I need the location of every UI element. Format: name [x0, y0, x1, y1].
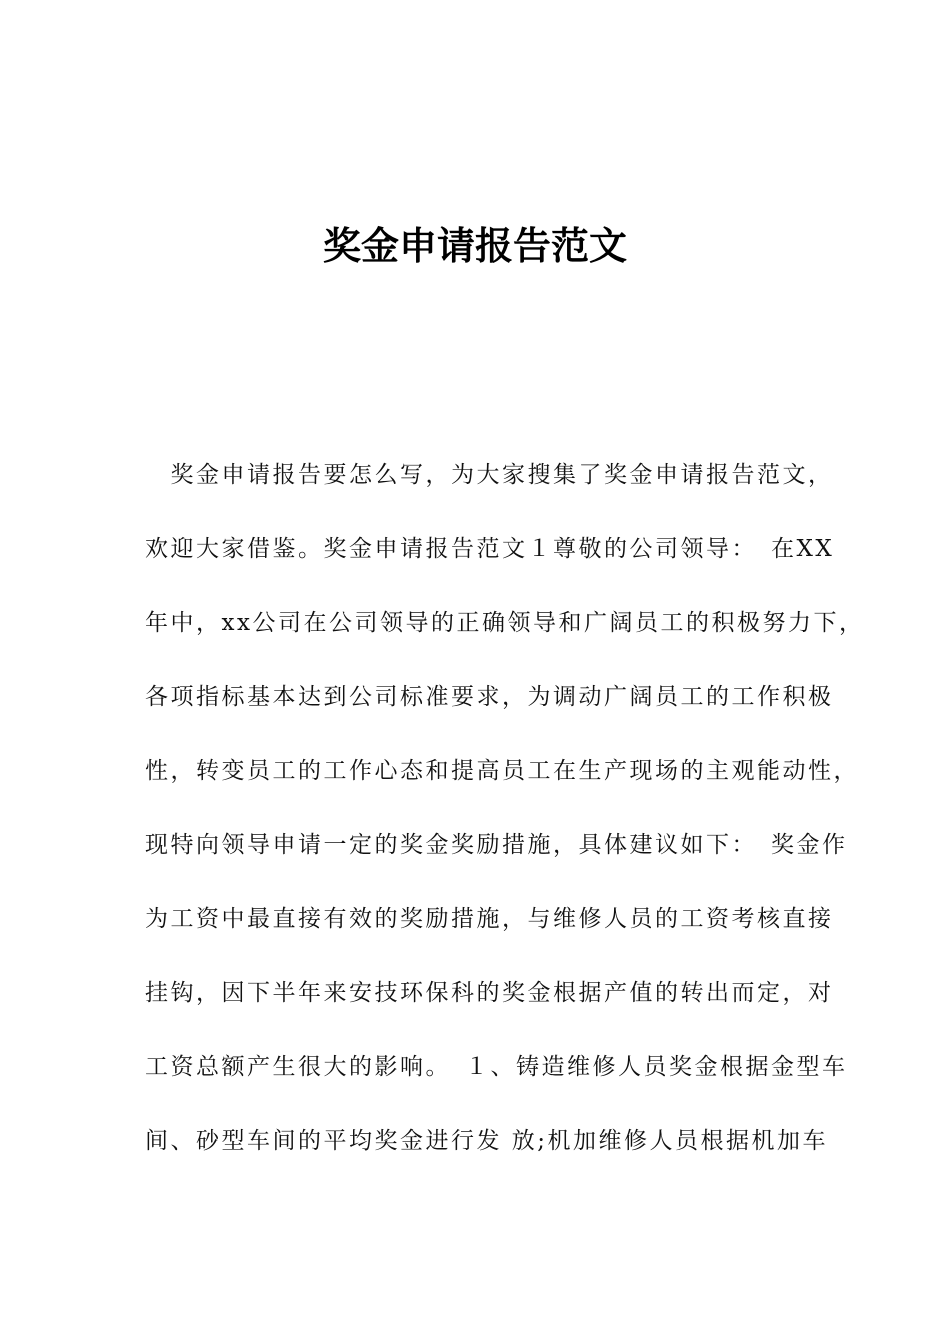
body-line: 奖金申请报告要怎么写，为大家搜集了奖金申请报告范文， — [145, 462, 834, 488]
body-line: 欢迎大家借鉴。奖金申请报告范文１尊敬的公司领导： 在XX — [145, 536, 835, 562]
body-line: 各项指标基本达到公司标准要求，为调动广阔员工的工作积极 — [145, 684, 834, 710]
document-body — [145, 455, 865, 1195]
body-line: 间、砂型车间的平均奖金进行发 放;机加维修人员根据机加车 — [145, 1128, 829, 1154]
body-line: 性，转变员工的工作心态和提高员工在生产现场的主观能动性， — [145, 758, 859, 784]
body-line: 为工资中最直接有效的奖励措施，与维修人员的工资考核直接 — [145, 906, 834, 932]
body-line: 挂钩，因下半年来安技环保科的奖金根据产值的转出而定，对 — [145, 980, 834, 1006]
body-line: 年中，xx公司在公司领导的正确领导和广阔员工的积极努力下， — [145, 610, 865, 636]
body-line: 工资总额产生很大的影响。 １、铸造维修人员奖金根据金型车 — [145, 1054, 848, 1080]
body-line: 现特向领导申请一定的奖金奖励措施，具体建议如下： 奖金作 — [145, 832, 848, 858]
document-title: 奖金申请报告范文 — [322, 224, 627, 268]
